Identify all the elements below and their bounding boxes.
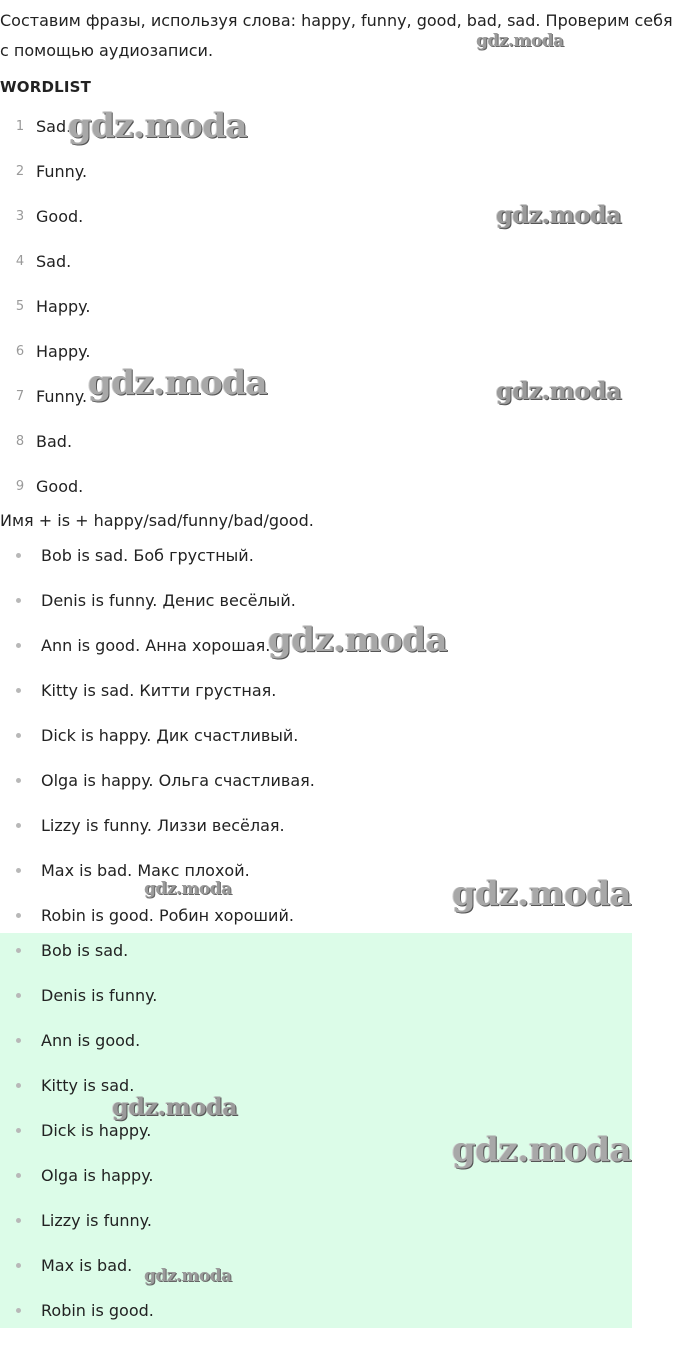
answer-text: Ann is good.: [41, 1031, 141, 1050]
bullet-icon: [16, 993, 21, 998]
wordlist-item: [0, 464, 680, 509]
item-number: 2: [15, 164, 25, 179]
sentence-list: [0, 533, 632, 938]
watermark: gdz.moda: [496, 200, 622, 229]
bullet-icon: [16, 1083, 21, 1088]
item-number: 7: [15, 389, 25, 404]
intro-line-2: с помощью аудиозаписи.: [0, 41, 214, 60]
watermark: gdz.moda: [476, 31, 564, 51]
item-number: 8: [15, 434, 25, 449]
list-item: [0, 713, 632, 758]
intro-text: [0, 6, 680, 66]
wordlist-item: [0, 104, 680, 149]
item-word: Bad.: [36, 432, 73, 451]
sentence-text: Kitty is sad. Китти грустная.: [41, 681, 277, 700]
bullet-icon: [16, 553, 21, 558]
bullet-icon: [16, 913, 21, 918]
bullet-icon: [16, 823, 21, 828]
list-item: [0, 973, 632, 1018]
watermark: gdz.moda: [144, 1266, 232, 1286]
watermark: gdz.moda: [496, 376, 622, 405]
bullet-icon: [16, 1173, 21, 1178]
item-number: 5: [15, 299, 25, 314]
answer-list: [0, 933, 632, 1328]
wordlist-item: [0, 194, 680, 239]
answer-text: Robin is good.: [41, 1301, 154, 1320]
list-item: [0, 848, 632, 893]
bullet-icon: [16, 688, 21, 693]
bullet-icon: [16, 1308, 21, 1313]
answer-text: Kitty is sad.: [41, 1076, 135, 1095]
watermark: gdz.moda: [88, 363, 268, 403]
item-word: Funny.: [36, 162, 88, 181]
wordlist: [0, 104, 680, 509]
watermark: gdz.moda: [68, 106, 248, 146]
list-item: [0, 1198, 632, 1243]
sentence-text: Max is bad. Макс плохой.: [41, 861, 250, 880]
item-word: Funny.: [36, 387, 88, 406]
list-item: [0, 1108, 632, 1153]
sentence-text: Olga is happy. Ольга счастливая.: [41, 771, 315, 790]
answer-text: Max is bad.: [41, 1256, 133, 1275]
bullet-icon: [16, 778, 21, 783]
watermark: gdz.moda: [452, 1130, 632, 1170]
wordlist-item: [0, 374, 680, 419]
list-item: [0, 578, 632, 623]
list-item: [0, 1018, 632, 1063]
item-word: Good.: [36, 207, 84, 226]
bullet-icon: [16, 948, 21, 953]
wordlist-item: [0, 329, 680, 374]
sentence-text: Dick is happy. Дик счастливый.: [41, 726, 299, 745]
wordlist-item: [0, 149, 680, 194]
sentence-pattern: Имя + is + happy/sad/funny/bad/good.: [0, 511, 314, 530]
watermark: gdz.moda: [452, 874, 632, 914]
item-number: 4: [15, 254, 25, 269]
item-number: 6: [15, 344, 25, 359]
wordlist-heading: WORDLIST: [0, 78, 92, 96]
list-item: [0, 928, 632, 973]
item-word: Happy.: [36, 297, 91, 316]
item-word: Sad.: [36, 252, 72, 271]
sentence-text: Bob is sad. Боб грустный.: [41, 546, 254, 565]
answer-text: Bob is sad.: [41, 941, 129, 960]
list-item: [0, 1153, 632, 1198]
item-word: Happy.: [36, 342, 91, 361]
item-word: Good.: [36, 477, 84, 496]
wordlist-item: [0, 239, 680, 284]
watermark: gdz.moda: [112, 1092, 238, 1121]
item-number: 3: [15, 209, 25, 224]
wordlist-item: [0, 284, 680, 329]
item-word: Sad.: [36, 117, 72, 136]
bullet-icon: [16, 1218, 21, 1223]
sentence-text: Robin is good. Робин хороший.: [41, 906, 294, 925]
watermark: gdz.moda: [144, 879, 232, 899]
list-item: [0, 668, 632, 713]
list-item: [0, 803, 632, 848]
sentence-text: Denis is funny. Денис весёлый.: [41, 591, 296, 610]
item-number: 9: [15, 479, 25, 494]
watermark: gdz.moda: [268, 620, 448, 660]
wordlist-item: [0, 419, 680, 464]
item-number: 1: [15, 119, 25, 134]
list-item: [0, 533, 632, 578]
answer-text: Dick is happy.: [41, 1121, 152, 1140]
list-item: [0, 758, 632, 803]
answer-text: Olga is happy.: [41, 1166, 154, 1185]
bullet-icon: [16, 868, 21, 873]
bullet-icon: [16, 643, 21, 648]
answer-text: Denis is funny.: [41, 986, 158, 1005]
list-item: [0, 1243, 632, 1288]
list-item: [0, 1288, 632, 1333]
bullet-icon: [16, 1128, 21, 1133]
bullet-icon: [16, 1038, 21, 1043]
bullet-icon: [16, 598, 21, 603]
sentence-text: Lizzy is funny. Лиззи весёлая.: [41, 816, 285, 835]
sentence-text: Ann is good. Анна хорошая.: [41, 636, 271, 655]
bullet-icon: [16, 1263, 21, 1268]
list-item: [0, 1063, 632, 1108]
answer-text: Lizzy is funny.: [41, 1211, 152, 1230]
bullet-icon: [16, 733, 21, 738]
list-item: [0, 623, 632, 668]
intro-line-1: Составим фразы, используя слова: happy, funny, good, bad, sad. Проверим себя: [0, 11, 673, 30]
